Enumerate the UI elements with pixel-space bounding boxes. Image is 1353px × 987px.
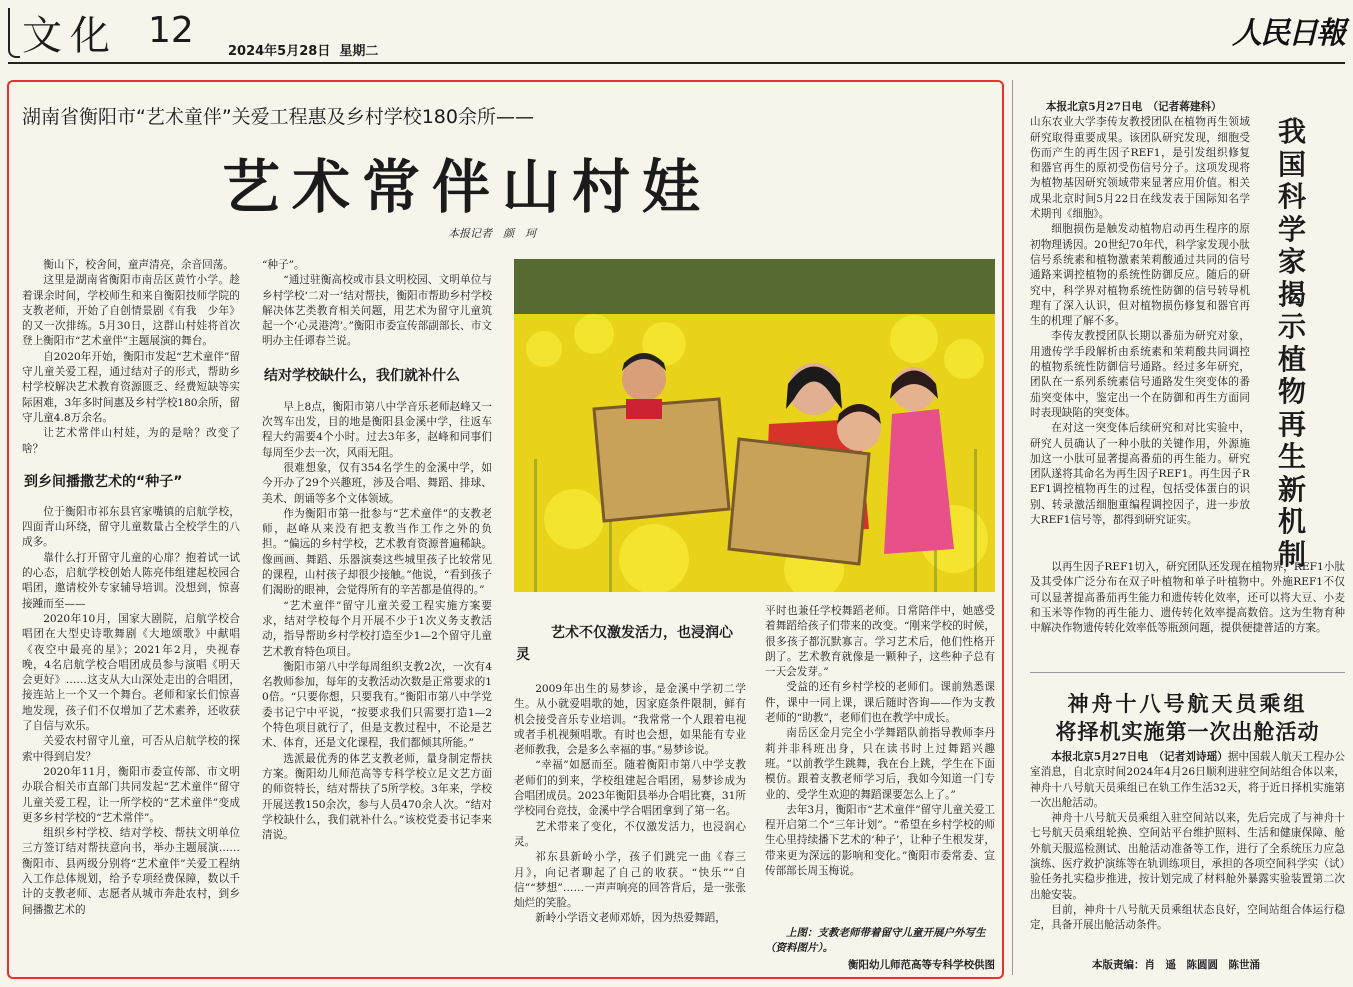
header-rule xyxy=(8,62,1345,64)
paragraph: 李传友教授团队长期以番茄为研究对象，用遗传学手段解析由系统素和茉莉酸共同调控的植物系统性防御信号通路。经过多年研究，团队在一系列系统素信号通路发生突变体的番茄突变体中，鉴定出一个在防御和再生方面同时表现缺陷的突变体。 xyxy=(1030,330,1250,419)
paragraph: “艺术童伴”留守儿童关爱工程实施方案要求，结对学校每个月开展不少于1次义务支教活动，指导帮助乡村学校打造至少1—2个留守儿童艺术教育特色项目。 xyxy=(262,599,492,658)
paragraph: 很难想象，仅有354名学生的金溪中学，如今开办了29个兴趣班，涉及合唱、舞蹈、排球、美术、朗诵等多个文体领域。 xyxy=(262,461,492,505)
paragraph: 南岳区金月完全小学舞蹈队前指导教师李丹莉并非科班出身，只在读书时上过舞蹈兴趣班。“以前教学生跳舞，我在台上跳，学生在下面模仿。跟着支教老师学习后，我如今知道一门专业的、受学生欢迎的舞蹈课要怎么上了。” xyxy=(765,727,995,801)
paragraph: 作为衡阳市第一批参与“艺术童伴”的支教老师，赵峰从来没有把支教当作工作之外的负担。“偏远的乡村学校，艺术教育资源普遍稀缺。像画画、舞蹈、乐器演奏这些城里孩子比较常见的课程，山村孩子却很少接触。”他说，“看到孩子们渴盼的眼神，会觉得所有的辛苦都是值得的。” xyxy=(262,507,492,597)
column-3 xyxy=(514,620,746,975)
paragraph xyxy=(1030,750,1345,811)
paragraph: 艺术带来了变化，不仅激发活力，也浸润心灵。 xyxy=(514,820,746,848)
paragraph: 去年3月，衡阳市“艺术童伴”留守儿童关爱工程开启第二个“三年计划”。“希望在乡村学校的师生心里持续播下艺术的‘种子’，让种子生根发芽，带来更为深远的影响和变化。”衡阳市委常委、宣传部部长周玉梅说。 xyxy=(765,803,995,878)
photo-illustration xyxy=(514,259,995,592)
paragraph: “种子”。 xyxy=(262,259,305,271)
paragraph: 早上8点，衡阳市第八中学音乐老师赵峰又一次驾车出发，目的地是衡阳县金溪中学，往返车程大约需要4个小时。过去3年多，赵峰和同事们每周至少去一次，风雨无阻。 xyxy=(262,400,492,459)
article-byline: 本报记者 颜 珂 xyxy=(448,227,536,240)
space-article-headline-2: 将择机实施第一次出舱活动 xyxy=(1055,720,1320,744)
page-header xyxy=(0,0,1353,70)
article-headline: 艺术常伴山村娃 xyxy=(222,153,713,221)
column-4 xyxy=(765,604,995,894)
science-article-headline: 我国科学家揭示植物再生新机制 xyxy=(1278,115,1307,571)
paragraph: 2009年出生的易梦诊，是金溪中学初二学生。从小就爱唱歌的她，因家庭条件限制，鲜有机会接受音乐专业培训。“我常常一个人跟着电视或者手机视频唱歌。有时也会想，如果能有专业老师教我，会是多么幸福的事。”易梦诊说。 xyxy=(514,683,746,757)
column-divider xyxy=(1012,80,1013,975)
paragraph: 神舟十八号航天员乘组入驻空间站以来，先后完成了与神舟十七号航天员乘组轮换、空间站平台维护照料、生活和健康保障、舱外航天服巡检测试、出舱活动准备等工作，进行了全系统压力应急演练、医疗救护演练等在轨训练项目，承担的各项空间科学实（试）验任务扎实稳步推进，按计划完成了材料舱外暴露实验装置第二次出舱安装。 xyxy=(1030,812,1345,901)
header-left-bracket xyxy=(8,8,20,58)
paragraph: 在对这一突变体后续研究和对比实验中，研究人员确认了一种小肽的关键作用，外源施加这一小肽可显著提高番茄的再生能力。研究团队遂将其命名为再生因子REF1。再生因子REF1调控植物再生的过程，包括受体蛋白的识别、转录激活细胞重编程调控因子，进一步放大REF1信号等，都得到研究证实。 xyxy=(1030,422,1250,527)
paragraph: 平时也兼任学校舞蹈老师。日常陪伴中，她感受着舞蹈给孩子们带来的改变。“刚来学校的时候，很多孩子都沉默寡言。学习艺术后，他们性格开朗了。艺术教育就像是一颗种子，这些种子总有一天会发芽。” xyxy=(765,605,995,679)
subheading: 到乡间播撒艺术的“种子” xyxy=(24,473,183,490)
paragraph: “幸福”如愿而至。随着衡阳市第八中学支教老师们的到来，学校组建起合唱团，易梦诊成为合唱团成员。2023年衡阳县举办合唱比赛，31所学校同台竞技，金溪中学合唱团拿到了第一名。 xyxy=(514,759,746,818)
article-dateline: 本报北京5月27日电 （记者刘诗瑶） xyxy=(1051,751,1228,763)
page-number: 12 xyxy=(148,10,194,51)
subheading: 结对学校缺什么，我们就补什么 xyxy=(264,367,460,384)
paragraph: 位于衡阳市祁东县官家嘴镇的启航学校，四面青山环绕，留守儿童数量占全校学生的八成多。 xyxy=(22,505,240,549)
photo-credit: 衡阳幼儿师范高等专科学校供图 xyxy=(848,959,995,971)
paragraph-text: 据中国载人航天工程办公室消息，自北京时间2024年4月26日顺利进驻空间站组合体以来，神舟十八号航天员乘组已在轨工作生活32天，将于近日择机实施第一次出舱活动。 xyxy=(1030,751,1345,809)
subheading: 艺术不仅激发活力，也浸润心灵 xyxy=(516,625,733,663)
paragraph: 这里是湖南省衡阳市南岳区黄竹小学。趁着课余时间，学校师生和来自衡阳技师学院的支教老师，开始了自创情景剧《有我 少年》的又一次排练。5月30日，这群山村娃将首次登上衡阳市“艺术童伴”主题展演的舞台。 xyxy=(22,274,240,348)
right-rule xyxy=(1030,672,1345,673)
paragraph: 2020年10月，国家大剧院，启航学校合唱团在大型史诗歌舞剧《大地颂歌》中献唱《夜空中最亮的星》；2021年2月，央视春晚，4名启航学校合唱团成员参与演唱《明天会更好》……这支从大山深处走出的合唱团，接连站上一个又一个舞台。老师和家长们惊喜地发现，孩子们不仅增加了艺术素养，还收获了自信与欢乐。 xyxy=(22,612,240,733)
photo-caption: 上图：支教老师带着留守儿童开展户外写生（资料图片）。 xyxy=(765,927,986,954)
paragraph: 新岭小学语文老师邓娇，因为热爱舞蹈， xyxy=(535,912,726,925)
newspaper-logo: 人民日報 xyxy=(1232,16,1344,51)
paragraph: 祁东县新岭小学，孩子们跳完一曲《春三月》，向记者聊起了自己的收获。“快乐”“自信”“梦想”……一声声响亮的回答背后，是一张张灿烂的笑脸。 xyxy=(514,851,746,910)
paragraph: 目前，神舟十八号航天员乘组状态良好，空间站组合体运行稳定，具备开展出舱活动条件。 xyxy=(1030,903,1345,932)
issue-date: 2024年5月28日 星期二 xyxy=(228,44,379,59)
paragraph: 靠什么打开留守儿童的心扉？抱着试一试的心态，启航学校创始人陈亮伟组建起校园合唱团，邀请校外专家辅导培训。没想到，惊喜接踵而至—— xyxy=(22,551,240,610)
column-1 xyxy=(22,258,240,974)
article-photo xyxy=(514,259,995,592)
paragraph: 让艺术常伴山村娃，为的是啥？改变了啥？ xyxy=(22,427,240,455)
paragraph: “通过驻衡高校或市县文明校园、文明单位与乡村学校‘二对一’结对帮扶，衡阳市帮助乡村学校解决体艺类教育相关问题，用艺术为留守儿童筑起一个‘心灵港湾’。”衡阳市委宣传部副部长、市文明办主任谭春兰说。 xyxy=(262,274,492,348)
paragraph: 关爱农村留守儿童，可否从启航学校的探索中得到启发？ xyxy=(22,735,240,763)
science-article-tail xyxy=(1030,560,1345,660)
section-name: 文化 xyxy=(22,13,118,59)
paragraph: 组织乡村学校、结对学校、帮扶文明单位三方签订结对帮扶意向书，举办主题展演……衡阳市、县两级分别将“艺术童伴”关爱工程纳入工作总体规划，给予专项经费保障，数以千计的支教老师、志愿者从城市奔赴农村，到乡间播撒艺术的 xyxy=(22,827,240,916)
article-kicker: 湖南省衡阳市“艺术童伴”关爱工程惠及乡村学校180余所—— xyxy=(22,106,534,128)
paragraph: 细胞损伤是触发动植物启动再生程序的原初物理诱因。20世纪70年代，科学家发现小肽信号系统素和植物激素茉莉酸通过共同的信号通路来调控植物的系统性防御反应。随后的研究中，科学界对植物系统性防御的信号转导机理有了深入认识，但对植物损伤修复和器官再生的机理了解不多。 xyxy=(1030,223,1250,328)
space-article-headline-1: 神舟十八号航天员乘组 xyxy=(1067,692,1308,716)
paragraph: 山东农业大学李传友教授团队在植物再生领域研究取得重要成果。该团队研究发现，细胞受伤而产生的再生因子REF1，是引发组织修复和器官再生的原初受伤信号分子。这项发现将为植物基因研究领域带来显著应用价值。相关成果北京时间5月22日在线发表于国际知名学术期刊《细胞》。 xyxy=(1030,116,1250,221)
paragraph: 2020年11月，衡阳市委宣传部、市文明办联合相关市直部门共同发起“艺术童伴”留守儿童关爱工程，让一所学校的“艺术童伴”变成更多乡村学校的“艺术常伴”。 xyxy=(22,765,240,824)
paragraph: 受益的还有乡村学校的老师们。课前熟悉课件，课中一同上课，课后随时咨询——作为支教老师的“助教”，老师们也在教学中成长。 xyxy=(765,681,995,725)
paragraph: 选派最优秀的体艺支教老师，量身制定帮扶方案。衡阳幼儿师范高等专科学校立足文艺方面的师资特长，结对帮扶了5所学校。3年来，学校开展送教150余次，参与人员470余人次。“结对学校缺什么，我们就补什么。”该校党委书记李来清说。 xyxy=(262,752,492,842)
paragraph: 以再生因子REF1切入，研究团队还发现在植物界，REF1小肽及其受体广泛分布在双子叶植物和单子叶植物中。外施REF1不仅可以显著提高番茄再生能力和遗传转化效率，还可以将大豆、小麦和玉米等作物的再生能力、遗传转化效率提高数倍。这为生物育种中解决作物遗传转化效率低等瓶颈问题，提供便捷普适的方案。 xyxy=(1030,561,1345,635)
page-editors: 本版责编：肖 遥 陈圆圆 陈世涌 xyxy=(1092,959,1260,971)
article-dateline: 本报北京5月27日电 （记者蒋建科） xyxy=(1045,101,1222,113)
column-2 xyxy=(262,258,492,974)
space-article-body xyxy=(1030,750,1345,940)
paragraph: 衡山下，校舍间，童声清亮，余音回荡。 xyxy=(43,259,234,271)
paragraph: 自2020年开始，衡阳市发起“艺术童伴”留守儿童关爱工程，通过结对子的形式，帮助乡村学校解决艺术教育资源匮乏、经费短缺等实际困难，3年多时间惠及乡村学校180余所，留守儿童4.8万余名。 xyxy=(22,350,240,424)
paragraph: 衡阳市第八中学每周组织支教2次，一次有4名教师参加，每年的支教活动次数是正常要求的10倍。“只要你想，只要我有。”衡阳市第八中学党委书记宁中平说，“按要求我们只需要打造1—2个特色项目就行了，但是支教过程中，不论是艺术、体育，还是文化课程，我们都倾其所能。” xyxy=(262,660,492,750)
